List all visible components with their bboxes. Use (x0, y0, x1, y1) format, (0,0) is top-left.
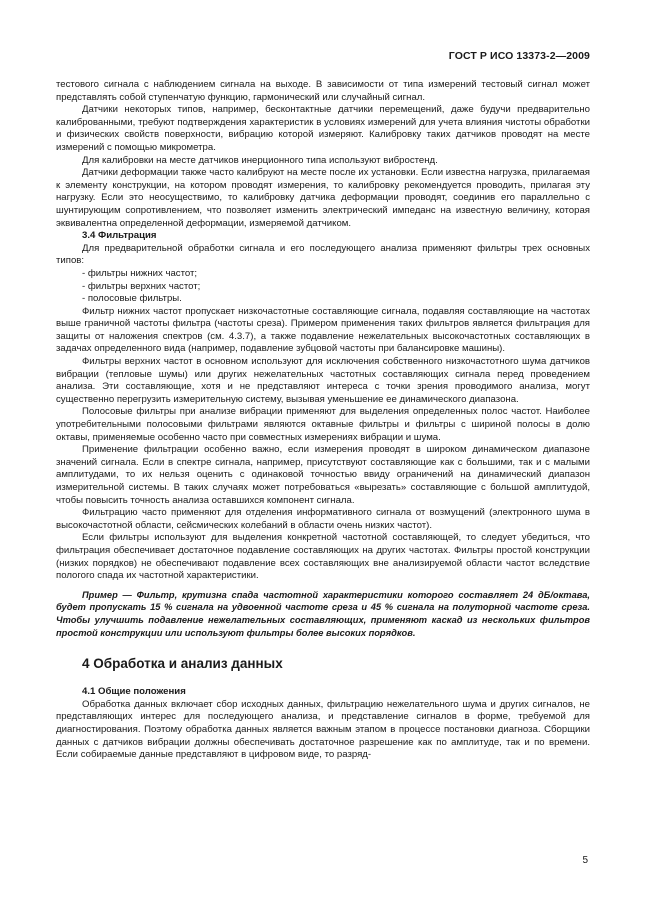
document-id-header: ГОСТ Р ИСО 13373-2—2009 (448, 50, 590, 62)
page-body (56, 79, 590, 762)
paragraph: Датчики деформации также часто калибруют на месте после их установки. Если известна нагрузка, прилагаемая к элементу конструкции, на котором проводят измерения, то калибровку рекомендуется проводить, прилагая эту нагрузку. Если это неосуществимо, то калибровку датчика деформации проводят, соединив его параллельно с шунтирующим сопротивлением, что позволяет изменить электрический импеданс на известную величину, которая эквивалентна определенной деформации, измеряемой датчиком. (56, 167, 590, 229)
paragraph: Применение фильтрации особенно важно, если измерения проводят в широком динамическом диапазоне значений сигнала. Если в спектре сигнала, например, присутствуют составляющие как с большими, так и с малыми амплитудами, то их нельзя оценить с одинаковой точностью ввиду ограничений на динамический диапазон измерительной системы. В таких случаях может потребоваться «вырезать» составляющие с большой амплитудой, чтобы повысить точность анализа оставшихся компонент сигнала. (56, 444, 590, 506)
list-item: - полосовые фильтры. (82, 293, 182, 305)
example-label: Пример (82, 589, 118, 600)
paragraph: Фильтр нижних частот пропускает низкочастотные составляющие сигнала, подавляя составляющие на частотах выше граничной частоты фильтра (частоты среза). Примером применения таких фильтров является фильтрация для защиты от наложения спектров (см. 4.3.7), а также подавление нежелательных высокочастотных составляющих в задачах определенного вида (например, подавление зубцовой частоты при балансировке машины). (56, 305, 590, 355)
paragraph: Датчики некоторых типов, например, бесконтактные датчики перемещений, даже будучи предварительно калиброванными, требуют подтверждения характеристик в условиях измерений для учета влияния чистоты обработки и физических свойств поверхности, вибрацию которой измеряют. Калибровку таких датчиков проводят на месте измерений с помощью микрометра. (56, 104, 590, 153)
paragraph: Фильтрацию часто применяют для отделения информативного сигнала от возмущений (электронного шума в высокочастотной области, сейсмических колебаний в области очень низких частот). (56, 507, 590, 531)
page-number: 5 (582, 855, 588, 866)
paragraph: Для калибровки на месте датчиков инерционного типа используют вибростенд. (82, 154, 438, 166)
paragraph: Если фильтры используют для выделения конкретной частотной составляющей, то следует убедиться, что фильтрация обеспечивает достаточное подавление составляющих на других частотах. Фильтры простой конструкции (низких порядков) не обеспечивают подавление всех составляющих вне анализируемой области частот вследствие пологого спада их частотной характеристики. (56, 532, 590, 582)
section-heading-4: 4 Обработка и анализ данных (82, 656, 283, 672)
paragraph: Фильтры верхних частот в основном используют для исключения собственного низкочастотного шума датчиков вибрации (тепловые шумы) или других нежелательных частотных составляющих сигнала перед проведением анализа. Эти составляющие, хотя и не представляют интереса с точки зрения проводимого анализа, могут существенно перегрузить измерительную систему, вызывая уменьшение ее динамического диапазона. (56, 356, 590, 405)
list-item: - фильтры верхних частот; (82, 280, 201, 292)
paragraph: тестового сигнала с наблюдением сигнала на выходе. В зависимости от типа измерений тестовый сигнал может представлять собой ступенчатую функцию, гармонический или случайный сигнал. (56, 79, 590, 103)
paragraph: Для предварительной обработки сигнала и его последующего анализа применяют фильтры трех основных типов: (56, 242, 590, 267)
paragraph: Обработка данных включает сбор исходных данных, фильтрацию нежелательного шума и других сигналов, не представляющих интерес для последующего анализа, и представление сигналов в форме, требуемой для диагностирования. Поэтому обработка данных является важным этапом в процессе постановки диагноза. Сборщики данных с датчиков вибрации должны обеспечивать достаточное разрешение как по амплитуде, так и по времени. Если собираемые данные представляют в цифровом виде, то разряд- (56, 698, 590, 761)
section-heading-4-1: 4.1 Общие положения (82, 686, 186, 698)
list-item: - фильтры нижних частот; (82, 267, 198, 279)
section-heading-3-4: 3.4 Фильтрация (82, 230, 157, 242)
paragraph: Полосовые фильтры при анализе вибрации применяют для выделения определенных полос частот. Наиболее употребительными полосовыми фильтрами являются октавные фильтры и фильтры с шириной полосы в долю октавы, применяемые особенно часто при совместных измерениях вибрации и шума. (56, 406, 590, 443)
example-text: — Фильтр, крутизна спада частотной характеристики которого составляет 24 дБ/октава, будет пропускать 15 % сигнала на удвоенной частоте среза и 45 % сигнала на полуторной частоте среза. Чтобы улучшить подавление нежелательных составляющих, применяют каскад из нескольких фильтров простой конструкции или используют фильтры более высоких порядков. (56, 589, 590, 638)
example-note (56, 589, 590, 639)
